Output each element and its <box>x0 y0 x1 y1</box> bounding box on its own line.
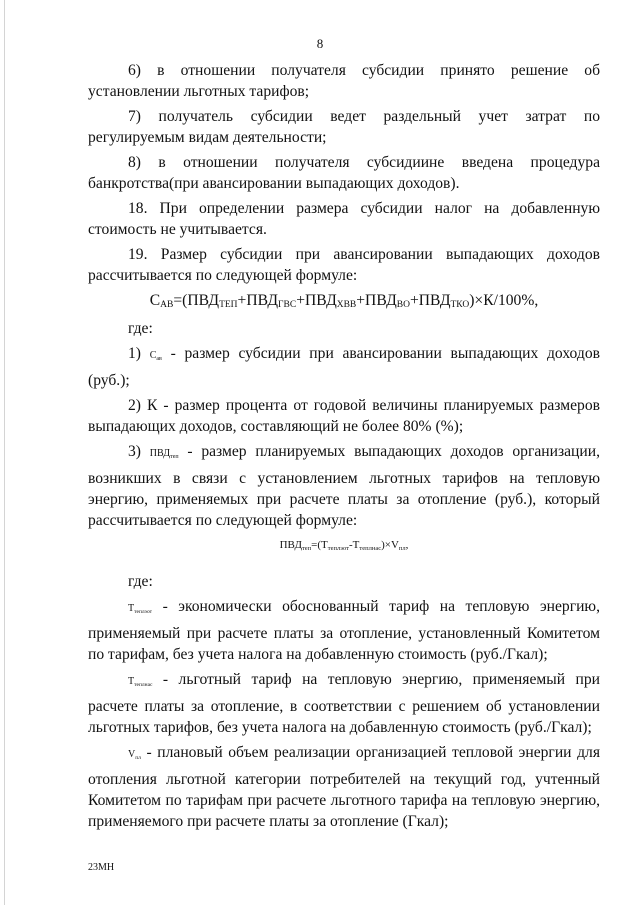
page-edge <box>4 0 5 905</box>
formula-tail: )×К/100%, <box>469 292 539 309</box>
paragraph-item-8: 8) в отношении получателя субсидиине введена процедура банкротства(при авансировании выпадающих доходов). <box>88 154 600 192</box>
paragraph-item-6: 6) в отношении получателя субсидии принято решение об установлении льготных тарифов; <box>88 62 600 100</box>
formula2-t1-sub: теплэот <box>327 545 350 552</box>
formula2-lhs-sub: теп <box>301 545 312 552</box>
symbol-t-teploet-base: Т <box>128 603 135 614</box>
definition-volume-text: - плановый объем реализации организацией тепловой энергии для отопления льготной категории потребителей на текущий год, учтенный Комитетом по тарифам при расчете льготного тарифа на тепловую энергию, применяемого при расчете платы за отопление (Гкал); <box>88 744 600 830</box>
formula2-t2-sub: теплнас <box>359 545 382 552</box>
symbol-t-teplnas-sub: теплнас <box>134 682 153 688</box>
definition-3-text: - размер планируемых выпадающих доходов организации, возникших в связи с установлением льготных тарифов на тепловую энергию, применяемых при расчете платы за отопление (руб.), который рассчитывается по следующей формуле: <box>88 443 600 529</box>
formula-sub-2: ГВС <box>278 300 297 310</box>
formula-term-1: =(ПВД <box>173 292 220 309</box>
symbol-t-teplnas-base: Т <box>128 676 135 687</box>
symbol-c-av-sub: ав <box>156 356 162 362</box>
formula2-lhs: ПВД <box>279 539 302 551</box>
symbol-pvd-tep-sub: теп <box>170 454 179 460</box>
definition-1 <box>88 343 600 391</box>
symbol-pvd-tep-base: ПВД <box>149 448 171 459</box>
symbol-t-teplnas <box>128 676 152 687</box>
definition-1-text: - размер субсидии при авансировании выпадающих доходов (руб.); <box>88 345 600 389</box>
symbol-v-pl <box>128 749 141 760</box>
where-label-2: где: <box>128 573 153 590</box>
paragraph-18: 18. При определении размера субсидии налог на добавленную стоимость не учитывается. <box>88 200 600 238</box>
footer-code: 23МН <box>88 862 115 873</box>
formula2-t2: -Т <box>349 539 360 551</box>
definition-3 <box>88 441 600 531</box>
formula-term-2: +ПВД <box>237 292 279 309</box>
definition-volume <box>88 742 600 832</box>
formula2-t1: =(Т <box>311 539 328 551</box>
symbol-v-pl-base: V <box>128 749 136 760</box>
symbol-c-av-base: С <box>149 350 157 361</box>
formula2-end: , <box>405 539 409 551</box>
formula-pvd-tep <box>88 535 600 559</box>
paragraph-19: 19. Размер субсидии при авансировании выпадающих доходов рассчитывается по следующей формуле: <box>88 246 600 284</box>
formula-lhs: С <box>149 292 161 309</box>
formula2-v-sub: пл <box>398 545 406 552</box>
formula-lhs-sub: АВ <box>160 300 174 310</box>
definition-3-number: 3) <box>128 443 141 460</box>
page-number: 8 <box>316 36 324 51</box>
definition-2: 2) К - размер процента от годовой величины планируемых размеров выпадающих доходов, составляющий не более 80% (%); <box>88 397 600 435</box>
formula-term-4: +ПВД <box>356 292 397 309</box>
symbol-t-teploet-sub: теплэот <box>134 609 153 615</box>
formula-subsidy <box>88 290 600 316</box>
definition-tariff-preferential-text: - льготный тариф на тепловую энергию, применяемый при расчете платы за отопление, в соответствии с решением об установлении льготных тарифов, без учета налога на добавленную стоимость (руб./Гкал); <box>88 671 600 736</box>
symbol-c-av <box>150 350 162 361</box>
paragraph-item-7: 7) получатель субсидии ведет раздельный учет затрат по регулируемым видам деятельности; <box>88 108 600 146</box>
definition-tariff-economic <box>88 596 600 665</box>
formula-sub-4: ВО <box>396 300 410 310</box>
formula2-v: )×V <box>381 539 399 551</box>
formula-term-3: +ПВД <box>296 292 337 309</box>
symbol-v-pl-sub: пл <box>135 755 141 761</box>
definition-tariff-economic-text: - экономически обоснованный тариф на тепловую энергию, применяемый при расчете платы за отопление, установленный Комитетом по тарифам, без учета налога на добавленную стоимость (руб./Гкал); <box>88 598 600 663</box>
definition-tariff-preferential <box>88 669 600 738</box>
symbol-pvd-tep <box>150 448 179 459</box>
formula-term-5: +ПВД <box>409 292 451 309</box>
document-body <box>88 60 600 836</box>
symbol-t-teploet <box>128 603 152 614</box>
definition-1-number: 1) <box>128 345 141 362</box>
where-label-1: где: <box>128 320 153 337</box>
formula-sub-1: ТЕП <box>219 300 238 310</box>
formula-sub-5: ТКО <box>450 300 470 310</box>
formula-sub-3: ХВВ <box>336 300 357 310</box>
